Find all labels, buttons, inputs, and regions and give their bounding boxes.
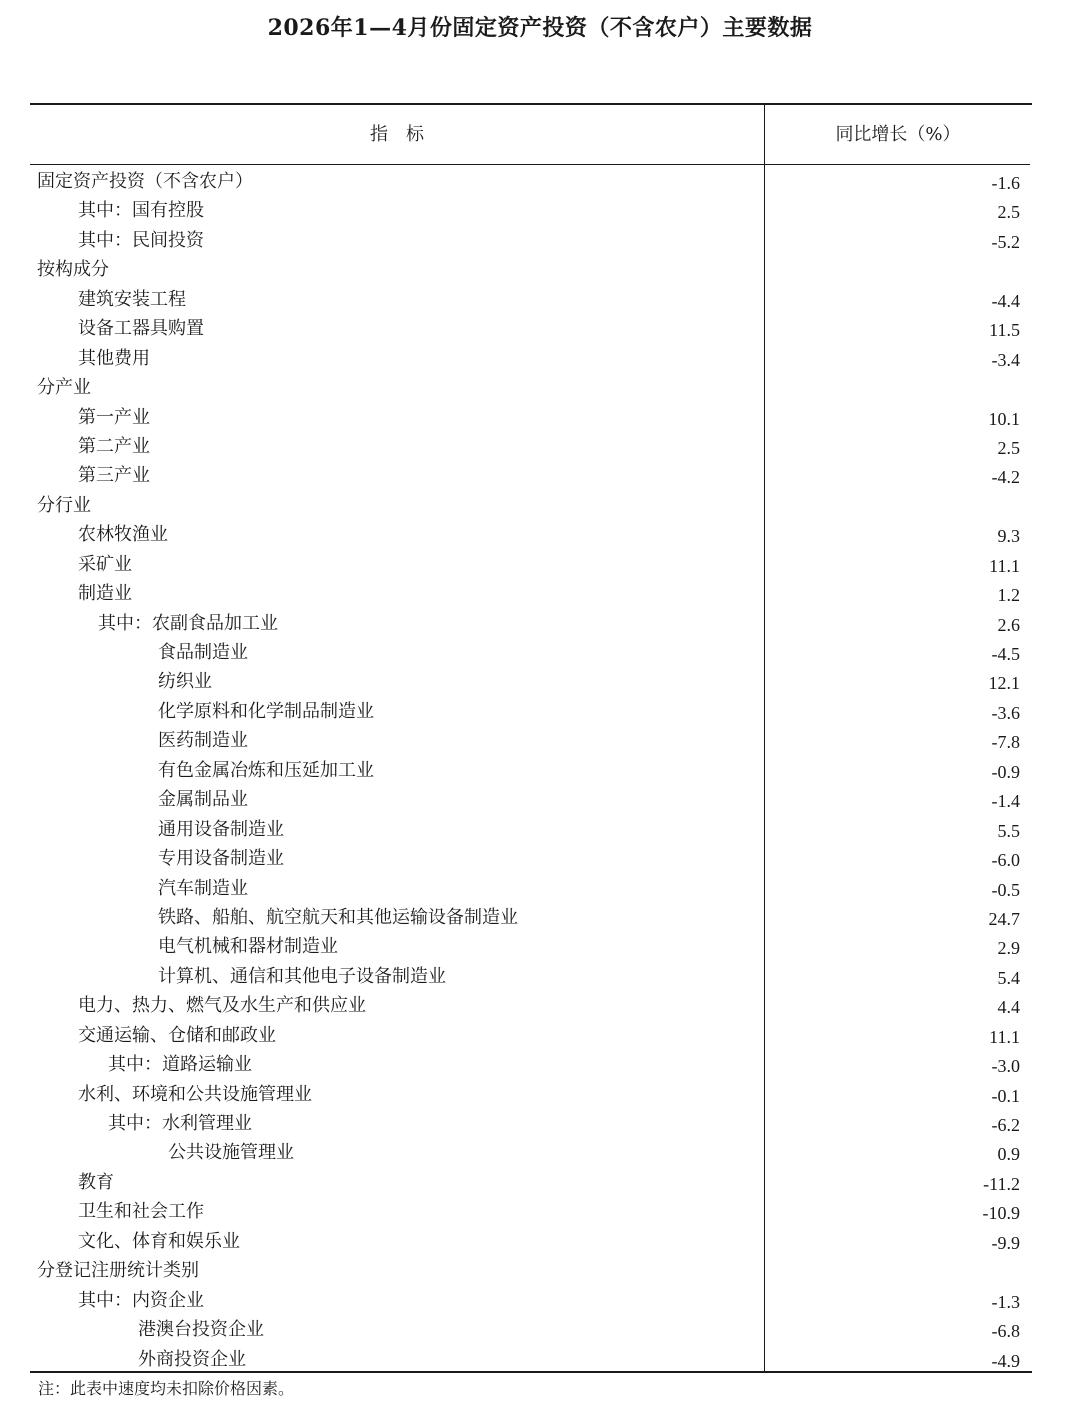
table-row — [30, 962, 1030, 991]
table-row — [30, 903, 1030, 932]
row-label: 按构成分 — [37, 259, 109, 281]
row-label: 其中：内资企业 — [78, 1289, 204, 1311]
row-label: 其中：国有控股 — [78, 200, 204, 222]
row-value: -0.1 — [991, 1085, 1020, 1106]
table-row — [30, 491, 1030, 520]
row-value: -3.0 — [991, 1056, 1020, 1077]
row-label: 通用设备制造业 — [158, 818, 284, 840]
header-yoy-growth: 同比增长（%） — [835, 124, 961, 145]
table-row — [30, 520, 1030, 549]
row-value: -5.2 — [991, 231, 1020, 252]
row-label: 电气机械和器材制造业 — [158, 936, 338, 958]
row-value: -1.4 — [991, 791, 1020, 812]
table-row — [30, 667, 1030, 696]
table-row — [30, 1168, 1030, 1197]
row-label: 采矿业 — [78, 553, 132, 575]
header-indicator: 指 标 — [370, 124, 424, 145]
row-value: -4.4 — [991, 290, 1020, 311]
table-row — [30, 874, 1030, 903]
row-label: 其中：农副食品加工业 — [98, 612, 278, 634]
row-label: 公共设施管理业 — [168, 1142, 294, 1164]
row-value: 5.4 — [997, 967, 1020, 988]
table-row — [30, 432, 1030, 461]
row-label: 其中：民间投资 — [78, 229, 204, 251]
row-label: 其中：水利管理业 — [108, 1113, 252, 1134]
table-row — [30, 403, 1030, 432]
table-row — [30, 167, 1030, 196]
row-label: 文化、体育和娱乐业 — [78, 1230, 240, 1252]
row-value: -1.6 — [991, 173, 1020, 193]
row-value: -0.9 — [991, 761, 1020, 782]
row-value: -4.5 — [991, 644, 1020, 664]
row-value: 1.2 — [997, 585, 1020, 606]
row-value: -7.8 — [991, 732, 1020, 753]
row-value: -3.4 — [991, 349, 1020, 370]
row-label: 计算机、通信和其他电子设备制造业 — [158, 965, 446, 987]
row-label: 水利、环境和公共设施管理业 — [78, 1083, 312, 1105]
table-row — [30, 373, 1030, 402]
table-row — [30, 226, 1030, 255]
row-label: 化学原料和化学制品制造业 — [158, 700, 374, 722]
row-value: 10.1 — [988, 408, 1020, 429]
row-value: -4.9 — [991, 1350, 1020, 1371]
row-label: 金属制品业 — [158, 789, 248, 811]
table-row — [30, 1227, 1030, 1256]
row-label: 汽车制造业 — [158, 877, 248, 899]
row-label: 固定资产投资（不含农户） — [37, 171, 253, 192]
row-value: 2.9 — [997, 938, 1020, 959]
table-row — [30, 344, 1030, 373]
row-value: -10.9 — [982, 1203, 1020, 1224]
row-label: 交通运输、仓储和邮政业 — [78, 1024, 276, 1046]
table-body — [30, 167, 1030, 1374]
table-row — [30, 1138, 1030, 1167]
table-row — [30, 1109, 1030, 1138]
row-label: 外商投资企业 — [138, 1348, 246, 1370]
row-value: 9.3 — [997, 526, 1020, 547]
row-value: -9.9 — [991, 1232, 1020, 1253]
table-row — [30, 991, 1030, 1020]
row-value: -3.6 — [991, 702, 1020, 723]
row-value: 11.1 — [989, 555, 1020, 576]
row-value: -11.2 — [983, 1173, 1020, 1194]
table-row — [30, 1197, 1030, 1226]
row-label: 医药制造业 — [158, 730, 248, 752]
table-row — [30, 1080, 1030, 1109]
row-value: 4.4 — [997, 997, 1020, 1018]
table-row — [30, 697, 1030, 726]
row-label: 教育 — [78, 1171, 114, 1193]
row-label: 卫生和社会工作 — [78, 1201, 204, 1223]
row-value: 2.5 — [997, 202, 1020, 223]
row-value: 2.5 — [997, 437, 1020, 458]
table-header — [30, 105, 1030, 165]
row-label: 其中：道路运输业 — [108, 1054, 252, 1076]
table-row — [30, 1021, 1030, 1050]
table-row — [30, 550, 1030, 579]
row-label: 设备工器具购置 — [78, 318, 204, 340]
row-label: 其他费用 — [78, 347, 150, 369]
row-label: 有色金属冶炼和压延加工业 — [158, 759, 374, 781]
row-value: 24.7 — [988, 908, 1020, 929]
row-value: 11.1 — [989, 1026, 1020, 1047]
page-title: 2026年1—4月份固定资产投资（不含农户）主要数据 — [267, 15, 813, 41]
table-row — [30, 1286, 1030, 1315]
table-row — [30, 815, 1030, 844]
table-row — [30, 196, 1030, 225]
row-label: 第一产业 — [78, 406, 150, 428]
table-row — [30, 726, 1030, 755]
row-label: 制造业 — [78, 583, 132, 605]
table-row — [30, 844, 1030, 873]
table-footnote: 注：此表中速度均未扣除价格因素。 — [38, 1379, 295, 1398]
row-value: -6.0 — [991, 850, 1020, 871]
row-label: 纺织业 — [158, 671, 212, 693]
row-label: 港澳台投资企业 — [138, 1319, 264, 1341]
table-row — [30, 932, 1030, 961]
row-label: 分行业 — [37, 494, 91, 516]
table-row — [30, 756, 1030, 785]
row-value: -6.2 — [991, 1115, 1020, 1135]
table-row — [30, 1256, 1030, 1285]
row-label: 食品制造业 — [158, 642, 248, 663]
row-value: 11.5 — [989, 320, 1020, 341]
table-row — [30, 785, 1030, 814]
data-table — [30, 103, 1032, 1373]
row-value: -6.8 — [991, 1321, 1020, 1342]
row-label: 第三产业 — [78, 465, 150, 487]
table-row — [30, 609, 1030, 638]
table-row — [30, 638, 1030, 667]
row-value: 5.5 — [997, 820, 1020, 841]
table-row — [30, 1345, 1030, 1374]
row-label: 分产业 — [37, 377, 91, 399]
row-value: -0.5 — [991, 879, 1020, 900]
row-label: 农林牧渔业 — [78, 524, 168, 546]
row-label: 专用设备制造业 — [158, 848, 284, 870]
row-value: -1.3 — [991, 1291, 1020, 1312]
table-row — [30, 1315, 1030, 1344]
row-label: 电力、热力、燃气及水生产和供应业 — [78, 995, 366, 1017]
row-value: 2.6 — [997, 614, 1020, 635]
row-label: 分登记注册统计类别 — [37, 1260, 199, 1282]
row-label: 第二产业 — [78, 435, 150, 457]
row-value: 0.9 — [997, 1144, 1020, 1165]
row-value: -4.2 — [991, 467, 1020, 488]
row-label: 建筑安装工程 — [78, 288, 186, 310]
table-row — [30, 285, 1030, 314]
table-row — [30, 255, 1030, 284]
row-value: 12.1 — [988, 673, 1020, 694]
table-row — [30, 314, 1030, 343]
table-row — [30, 579, 1030, 608]
table-row — [30, 1050, 1030, 1079]
table-row — [30, 461, 1030, 490]
row-label: 铁路、船舶、航空航天和其他运输设备制造业 — [158, 906, 518, 928]
